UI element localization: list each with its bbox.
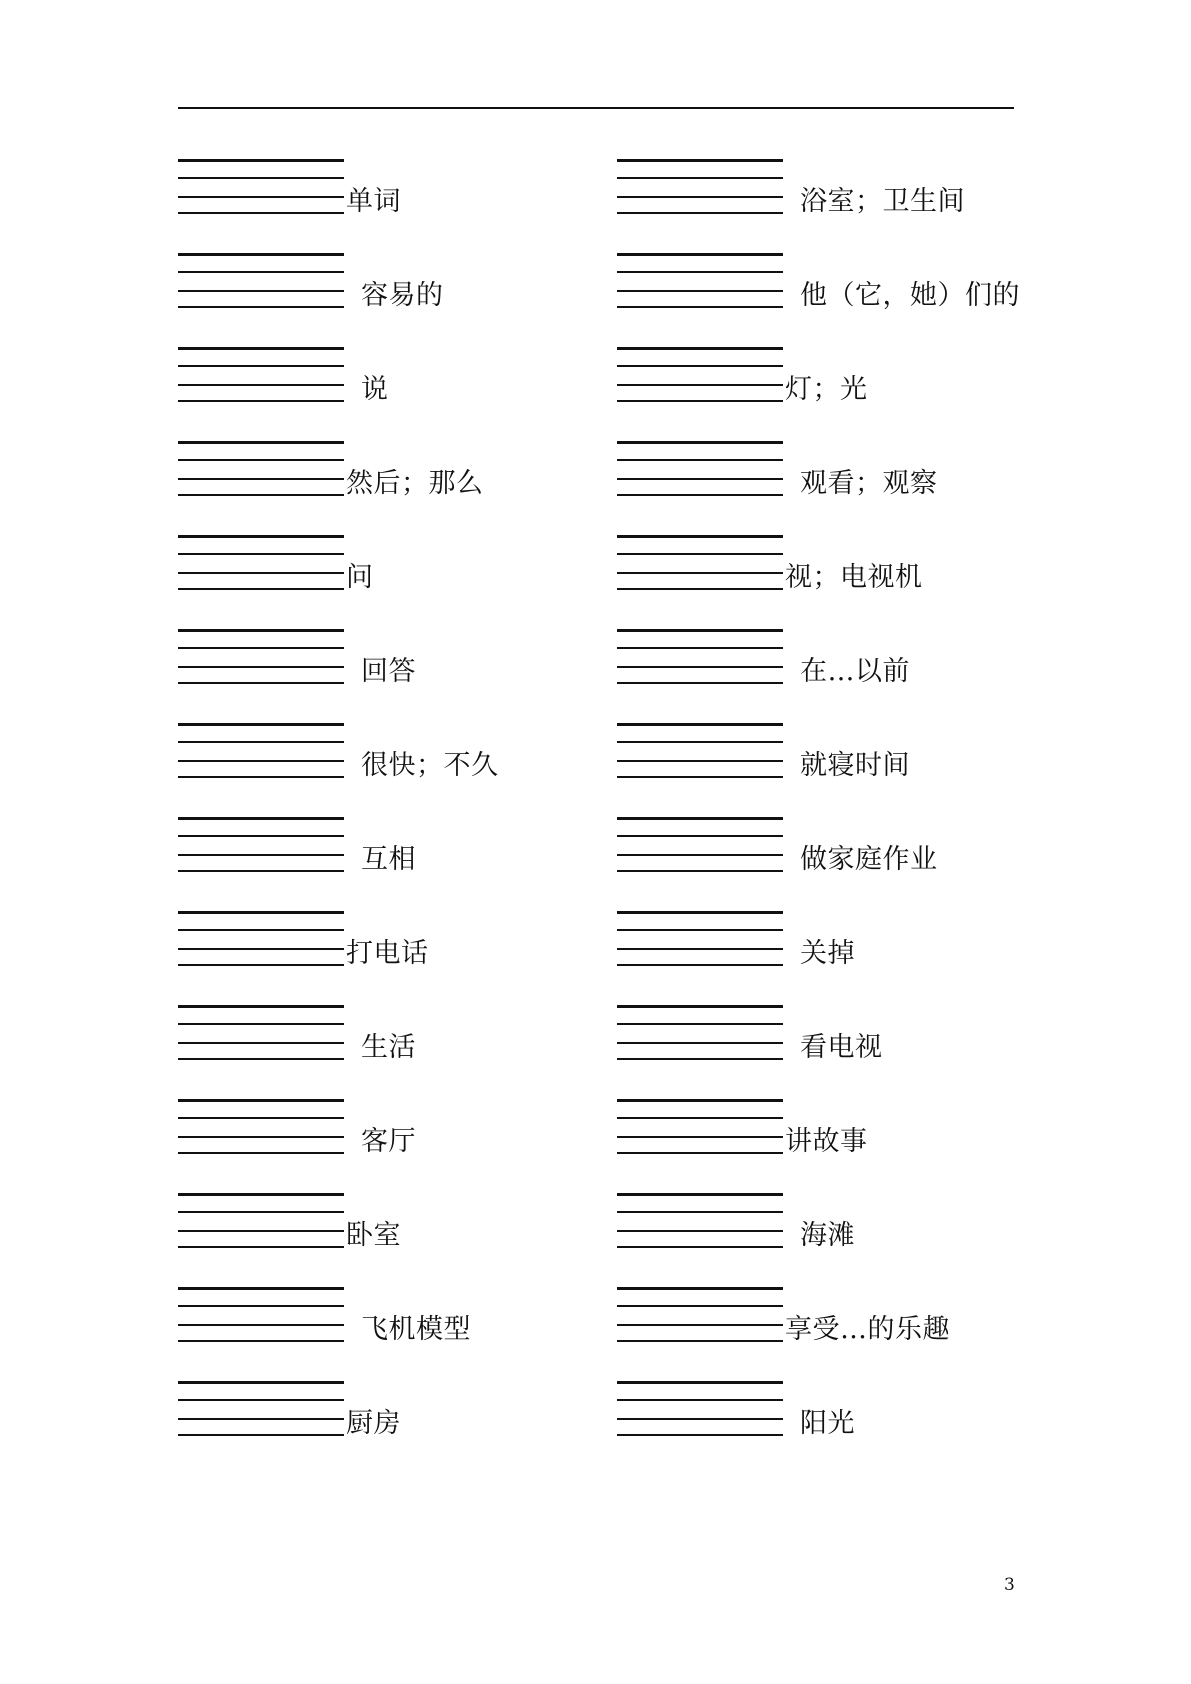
chinese-gloss: 问 — [346, 562, 374, 593]
writing-line-baseline — [178, 870, 344, 872]
writing-line-top — [178, 253, 344, 256]
writing-lines — [617, 253, 783, 309]
writing-line-baseline — [178, 1340, 344, 1342]
writing-line-baseline — [617, 1340, 783, 1342]
chinese-gloss: 然后；那么 — [346, 468, 484, 499]
writing-line-baseline — [617, 682, 783, 684]
writing-line-top — [617, 723, 783, 726]
writing-lines — [178, 253, 344, 309]
writing-line-lower-mid — [178, 1324, 344, 1326]
chinese-gloss: 容易的 — [361, 280, 444, 311]
writing-line-top — [617, 629, 783, 632]
writing-lines — [617, 817, 783, 873]
writing-line-top — [617, 1005, 783, 1008]
chinese-gloss: 观看；观察 — [800, 468, 938, 499]
writing-line-upper-mid — [617, 1117, 783, 1119]
writing-line-baseline — [617, 1434, 783, 1436]
writing-line-lower-mid — [617, 384, 783, 386]
writing-line-lower-mid — [178, 196, 344, 198]
chinese-gloss: 看电视 — [800, 1032, 883, 1063]
writing-line-upper-mid — [178, 459, 344, 461]
writing-lines — [178, 629, 344, 685]
writing-line-lower-mid — [178, 948, 344, 950]
writing-line-top — [617, 441, 783, 444]
writing-line-baseline — [178, 1058, 344, 1060]
writing-lines — [617, 1005, 783, 1061]
writing-line-lower-mid — [178, 666, 344, 668]
writing-line-baseline — [178, 400, 344, 402]
writing-line-upper-mid — [178, 271, 344, 273]
writing-line-top — [178, 1381, 344, 1384]
writing-line-upper-mid — [178, 553, 344, 555]
writing-line-baseline — [178, 1152, 344, 1154]
writing-line-lower-mid — [178, 478, 344, 480]
writing-lines — [617, 911, 783, 967]
writing-line-upper-mid — [178, 1023, 344, 1025]
writing-line-upper-mid — [178, 1117, 344, 1119]
writing-line-lower-mid — [617, 1042, 783, 1044]
writing-line-lower-mid — [617, 1418, 783, 1420]
writing-line-baseline — [178, 1246, 344, 1248]
writing-line-lower-mid — [178, 1136, 344, 1138]
writing-line-upper-mid — [617, 741, 783, 743]
writing-line-top — [178, 911, 344, 914]
chinese-gloss: 讲故事 — [785, 1126, 868, 1157]
chinese-gloss: 说 — [361, 374, 389, 405]
chinese-gloss: 在…以前 — [800, 656, 910, 687]
writing-line-top — [178, 441, 344, 444]
writing-line-upper-mid — [178, 1399, 344, 1401]
writing-line-top — [178, 1193, 344, 1196]
writing-lines — [617, 629, 783, 685]
writing-lines — [617, 723, 783, 779]
writing-line-baseline — [178, 588, 344, 590]
writing-line-baseline — [617, 494, 783, 496]
writing-line-baseline — [617, 1058, 783, 1060]
writing-line-baseline — [617, 1152, 783, 1154]
writing-line-upper-mid — [178, 1211, 344, 1213]
chinese-gloss: 阳光 — [800, 1408, 855, 1439]
writing-lines — [178, 159, 344, 215]
writing-line-lower-mid — [617, 854, 783, 856]
writing-lines — [617, 535, 783, 591]
writing-line-top — [617, 159, 783, 162]
writing-line-top — [617, 535, 783, 538]
chinese-gloss: 视；电视机 — [785, 562, 923, 593]
writing-line-lower-mid — [178, 384, 344, 386]
chinese-gloss: 回答 — [361, 656, 416, 687]
writing-line-baseline — [617, 964, 783, 966]
chinese-gloss: 单词 — [346, 186, 401, 217]
writing-line-top — [178, 629, 344, 632]
writing-lines — [178, 723, 344, 779]
writing-line-upper-mid — [617, 177, 783, 179]
writing-line-top — [617, 817, 783, 820]
writing-line-baseline — [178, 776, 344, 778]
writing-lines — [617, 1193, 783, 1249]
writing-line-upper-mid — [617, 929, 783, 931]
writing-line-baseline — [617, 212, 783, 214]
writing-line-upper-mid — [178, 647, 344, 649]
writing-line-baseline — [178, 306, 344, 308]
writing-line-lower-mid — [178, 854, 344, 856]
writing-line-upper-mid — [617, 647, 783, 649]
writing-lines — [617, 441, 783, 497]
writing-lines — [178, 1005, 344, 1061]
writing-line-baseline — [617, 400, 783, 402]
writing-line-top — [178, 1287, 344, 1290]
writing-line-lower-mid — [617, 666, 783, 668]
writing-line-top — [178, 1099, 344, 1102]
writing-line-lower-mid — [617, 290, 783, 292]
writing-line-top — [617, 1287, 783, 1290]
writing-line-baseline — [178, 212, 344, 214]
writing-line-baseline — [178, 494, 344, 496]
writing-line-top — [178, 159, 344, 162]
chinese-gloss: 客厅 — [361, 1126, 416, 1157]
writing-lines — [617, 347, 783, 403]
writing-line-top — [178, 817, 344, 820]
writing-line-lower-mid — [178, 290, 344, 292]
writing-line-upper-mid — [178, 741, 344, 743]
chinese-gloss: 浴室；卫生间 — [800, 186, 965, 217]
writing-line-baseline — [617, 776, 783, 778]
writing-lines — [178, 817, 344, 873]
writing-line-lower-mid — [617, 1136, 783, 1138]
writing-line-lower-mid — [178, 760, 344, 762]
writing-line-top — [617, 253, 783, 256]
writing-line-lower-mid — [617, 1324, 783, 1326]
writing-line-lower-mid — [617, 572, 783, 574]
writing-line-top — [178, 723, 344, 726]
writing-line-upper-mid — [617, 835, 783, 837]
chinese-gloss: 关掉 — [800, 938, 855, 969]
writing-line-upper-mid — [617, 1305, 783, 1307]
chinese-gloss: 海滩 — [800, 1220, 855, 1251]
writing-line-lower-mid — [617, 760, 783, 762]
writing-line-upper-mid — [617, 1023, 783, 1025]
writing-line-lower-mid — [617, 478, 783, 480]
writing-line-lower-mid — [178, 1418, 344, 1420]
writing-lines — [178, 347, 344, 403]
writing-line-lower-mid — [617, 196, 783, 198]
writing-lines — [178, 441, 344, 497]
writing-lines — [178, 535, 344, 591]
chinese-gloss: 卧室 — [346, 1220, 401, 1251]
chinese-gloss: 就寝时间 — [800, 750, 910, 781]
writing-line-upper-mid — [178, 1305, 344, 1307]
writing-line-baseline — [617, 870, 783, 872]
writing-line-baseline — [617, 306, 783, 308]
writing-lines — [617, 1287, 783, 1343]
writing-line-top — [617, 1193, 783, 1196]
writing-lines — [178, 911, 344, 967]
writing-line-upper-mid — [178, 835, 344, 837]
chinese-gloss: 厨房 — [346, 1408, 401, 1439]
writing-line-upper-mid — [617, 459, 783, 461]
writing-lines — [178, 1099, 344, 1155]
writing-line-top — [617, 347, 783, 350]
writing-line-lower-mid — [178, 572, 344, 574]
writing-lines — [178, 1381, 344, 1437]
writing-line-upper-mid — [617, 1399, 783, 1401]
chinese-gloss: 生活 — [361, 1032, 416, 1063]
writing-line-baseline — [178, 1434, 344, 1436]
writing-line-top — [178, 1005, 344, 1008]
chinese-gloss: 做家庭作业 — [800, 844, 938, 875]
writing-line-lower-mid — [617, 948, 783, 950]
writing-line-baseline — [178, 964, 344, 966]
writing-lines — [617, 1099, 783, 1155]
writing-line-upper-mid — [617, 1211, 783, 1213]
writing-line-upper-mid — [178, 929, 344, 931]
chinese-gloss: 他（它，她）们的 — [800, 280, 1020, 311]
writing-line-baseline — [617, 588, 783, 590]
writing-lines — [617, 1381, 783, 1437]
writing-line-upper-mid — [617, 365, 783, 367]
chinese-gloss: 很快；不久 — [361, 750, 499, 781]
writing-line-upper-mid — [178, 365, 344, 367]
writing-line-top — [617, 1099, 783, 1102]
writing-line-top — [178, 347, 344, 350]
writing-lines — [617, 159, 783, 215]
writing-line-lower-mid — [617, 1230, 783, 1232]
writing-line-top — [178, 535, 344, 538]
writing-line-upper-mid — [617, 271, 783, 273]
writing-lines — [178, 1287, 344, 1343]
writing-line-upper-mid — [178, 177, 344, 179]
chinese-gloss: 灯；光 — [785, 374, 868, 405]
writing-line-baseline — [617, 1246, 783, 1248]
writing-line-upper-mid — [617, 553, 783, 555]
writing-line-top — [617, 911, 783, 914]
chinese-gloss: 享受…的乐趣 — [785, 1314, 950, 1345]
chinese-gloss: 飞机模型 — [361, 1314, 471, 1345]
header-rule — [178, 107, 1014, 109]
writing-line-baseline — [178, 682, 344, 684]
writing-line-lower-mid — [178, 1042, 344, 1044]
chinese-gloss: 打电话 — [346, 938, 429, 969]
page-number: 3 — [1004, 1575, 1015, 1595]
writing-lines — [178, 1193, 344, 1249]
chinese-gloss: 互相 — [361, 844, 416, 875]
writing-line-lower-mid — [178, 1230, 344, 1232]
writing-line-top — [617, 1381, 783, 1384]
